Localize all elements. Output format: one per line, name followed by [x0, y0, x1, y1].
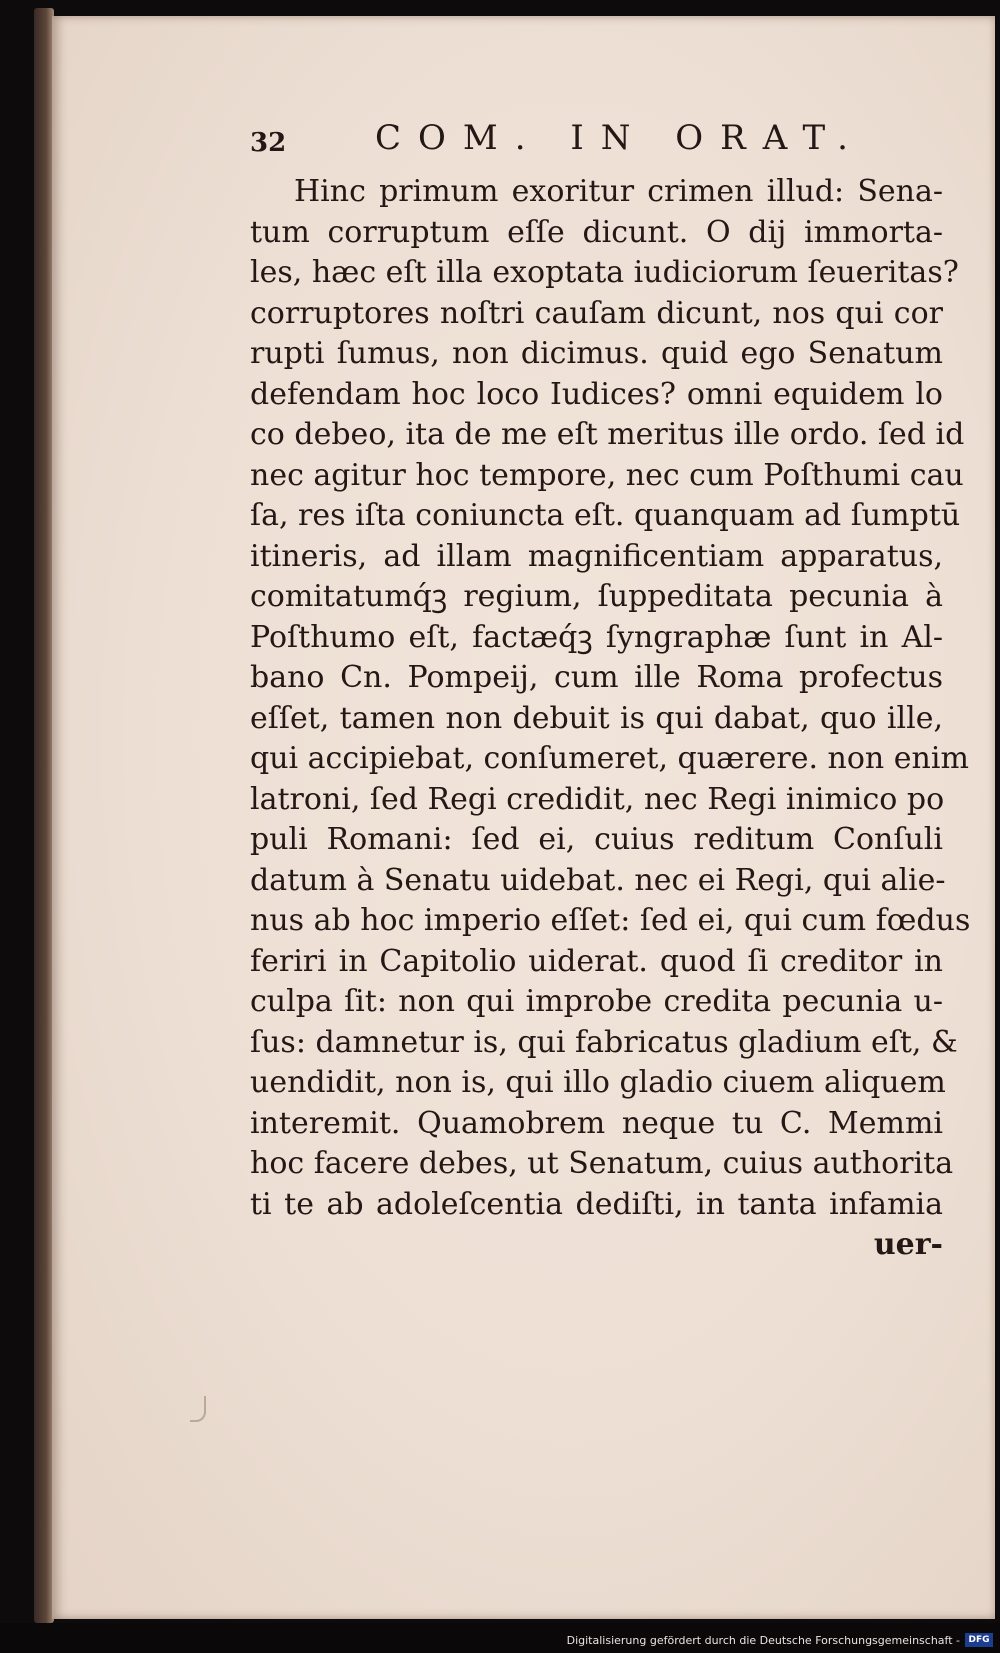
text-line: eſſet, tamen non debuit is qui dabat, quo ille,	[250, 700, 943, 736]
text-line: ti te ab adoleſcentia dediſti, in tanta infamia	[250, 1186, 943, 1222]
running-head	[250, 118, 910, 168]
text-line: ſus: damnetur is, qui fabricatus gladium eſt, &	[250, 1024, 958, 1060]
book-edge	[34, 8, 54, 1623]
text-line: corruptores noſtri cauſam dicunt, nos qui cor	[250, 295, 943, 331]
text-line: co debeo, ita de me eſt meritus ille ordo. ſed id	[250, 417, 965, 452]
text-line: defendam hoc loco Iudices? omni equidem lo	[250, 376, 943, 412]
text-line: qui accipiebat, conſumeret, quærere. non enim	[250, 741, 969, 776]
text-line: les, hæc eſt illa exoptata iudiciorum ſeueritas?	[250, 255, 959, 290]
text-line: uendidit, non is, qui illo gladio ciuem aliquem	[250, 1065, 946, 1100]
text-line: latroni, ſed Regi credidit, nec Regi inimico po	[250, 781, 945, 817]
dfg-logo: DFG	[965, 1633, 993, 1647]
catchword: uer-	[873, 1227, 943, 1262]
text-line: rupti ſumus, non dicimus. quid ego Senatum	[250, 336, 943, 371]
text-line: itineris, ad illam magnificentiam apparatus,	[250, 538, 943, 574]
text-line: tum corruptum eſſe dicunt. O dij immorta-	[250, 214, 943, 250]
text-line: culpa ſit: non qui improbe credita pecunia u-	[250, 984, 943, 1019]
text-line: datum à Senatu uidebat. nec ei Regi, qui alie-	[250, 862, 946, 898]
text-line: nus ab hoc imperio eſſet: ſed ei, qui cum fœdus	[250, 903, 971, 938]
text-line: comitatumq́ꝫ regium, ſuppeditata pecunia à	[250, 579, 943, 614]
page-number: 32	[250, 128, 287, 158]
funding-credit: Digitalisierung gefördert durch die Deutsche Forschungsgemeinschaft -	[566, 1634, 960, 1647]
running-head-title: COM. IN ORAT.	[375, 118, 865, 158]
body-text	[250, 172, 971, 1266]
text-line: puli Romani: ſed ei, cuius reditum Conſuli	[250, 822, 943, 857]
text-line: hoc facere debes, ut Senatum, cuius authorita	[250, 1146, 954, 1181]
pencil-mark	[190, 1396, 206, 1422]
text-line: feriri in Capitolio uiderat. quod ſi creditor in	[250, 943, 943, 979]
text-line: ſa, res iſta coniuncta eſt. quanquam ad ſumptū	[250, 498, 961, 533]
text-line: Hinc primum exoritur crimen illud: Sena-	[294, 174, 943, 209]
text-line: nec agitur hoc tempore, nec cum Poſthumi cau	[250, 457, 964, 493]
text-line: Poſthumo eſt, factæq́ꝫ ſyngraphæ ſunt in Al-	[250, 619, 943, 655]
text-line: bano Cn. Pompeij, cum ille Roma profectus	[250, 660, 943, 695]
text-line: interemit. Quamobrem neque tu C. Memmi	[250, 1105, 943, 1141]
